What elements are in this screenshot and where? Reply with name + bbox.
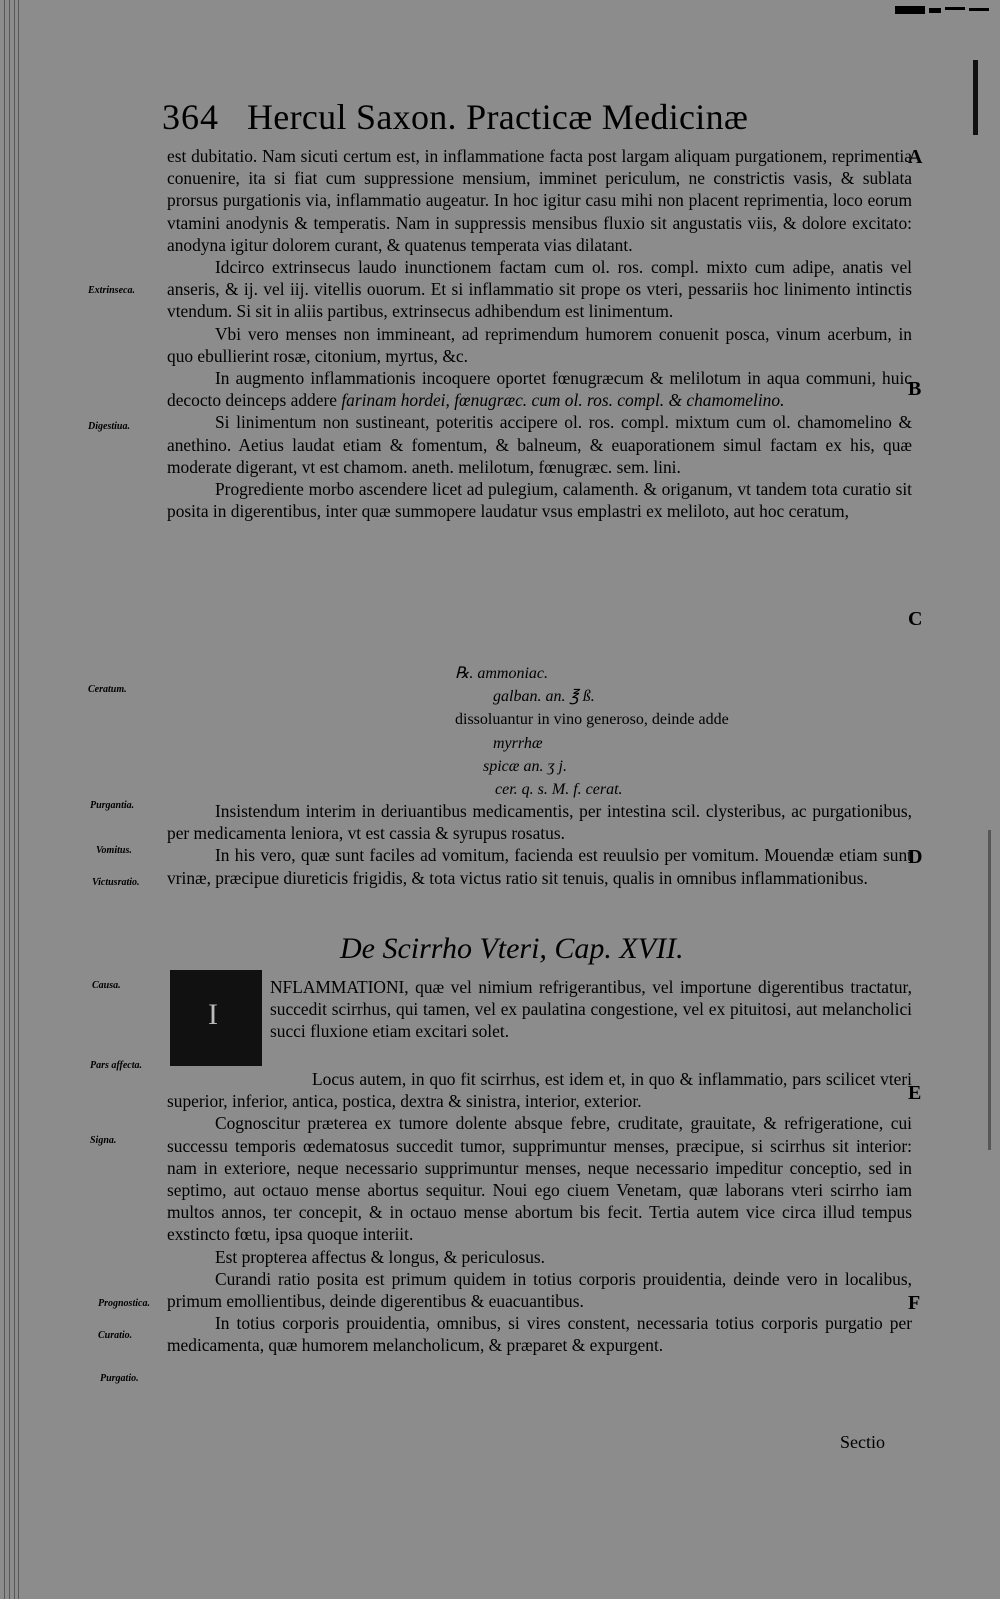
section-letter: C <box>908 608 923 630</box>
margin-note: Prognostica. <box>98 1298 150 1309</box>
paragraph: Idcirco extrinsecus laudo inunctionem factam cum ol. ros. compl. mixto cum adipe, anatis vel anseris, & ij. vel iij. vitellis ouorum. Et si inflammatio sit prope os vteri, pessariis hoc linimento intinctis vtendum. Si sit in aliis partibus, extrinsecus adhibendum est linimentum. <box>167 257 912 322</box>
paragraph: Curandi ratio posita est primum quidem in totius corporis prouidentia, deinde vero in localibus, primum emollientibus, deinde digerentibus & euacuantibus. <box>167 1268 912 1312</box>
section-letter: F <box>908 1292 921 1314</box>
text-block <box>167 800 912 889</box>
margin-note: Signa. <box>90 1135 117 1146</box>
paragraph: Locus autem, in quo fit scirrhus, est idem et, in quo & inflammatio, pars scilicet vteri superior, inferior, antica, postica, dextra & sinistra, interior, exterior. <box>167 1069 912 1112</box>
margin-note: Digestiua. <box>88 421 130 432</box>
paragraph: est dubitatio. Nam sicuti certum est, in inflammatione facta post largam aliquam purgationem, reprimentia conuenire, ita si fiat cum suppressione mensium, imminet periculum, ne constrictis vasis, & sublata prorsus purgationis via, inflammatio augeatur. In hoc igitur casu mihi non placent reprimentia, loco eorum vtamini anodynis & temperatis. Nam in suppressis mensibus fluxio sit angustatis viis, & dolore excitato: anodyna igitur dolorem curant, & quatenus temperata vias dilatant. <box>167 146 912 255</box>
paragraph: Vbi vero menses non immineant, ad reprimendum humorem conuenit posca, vinum acerbum, in quo ebullierint rosæ, citonium, myrtus, &c. <box>167 323 912 366</box>
paragraph: NFLAMMATIONI, quæ vel nimium refrigerantibus, vel importune digerentibus tractatur, succedit scirrhus, qui tamen, vel ex paulatina congestione, vel ex pituitosi, aut melancholici succi fluxione etiam excitari solet. <box>270 977 912 1042</box>
running-header <box>162 96 802 136</box>
section-letter: A <box>908 146 923 168</box>
paragraph: Si linimentum non sustineant, poteritis accipere ol. ros. compl. mixtum cum ol. chamomelino & anethino. Aetius laudat etiam & fomentum, & balneum, & euaporationem simul factam ex his, quæ moderate digerant, vt est chamom. aneth. melilotum, fœnugræc. sem. lini. <box>167 412 912 477</box>
chapter-title: De Scirrho Vteri, Cap. XVII. <box>340 932 684 965</box>
edge-shadow <box>988 830 991 1150</box>
margin-note: Purgantia. <box>90 800 135 811</box>
recipe-line: spicæ an. ʒ j. <box>483 757 567 775</box>
text-block <box>167 145 912 522</box>
margin-note: Purgatio. <box>100 1373 139 1384</box>
corner-ink-mark <box>895 2 990 16</box>
paragraph: Progrediente morbo ascendere licet ad pulegium, calamenth. & origanum, vt tandem tota curatio sit posita in digerentibus, inter quæ summopere laudatur vsus emplastri ex meliloto, aut hoc ceratum, <box>167 479 912 522</box>
text-block <box>270 976 912 1043</box>
page-number: 364 <box>162 97 219 137</box>
paragraph: Insistendum interim in deriuantibus medicamentis, per intestina scil. clysteribus, ac purgationibus, per medicamenta leniora, vt est cassia & syrupus rosatus. <box>167 801 912 844</box>
margin-note: Causa. <box>92 980 121 991</box>
recipe-line: dissoluantur in vino generoso, deinde adde <box>455 711 729 729</box>
margin-note: Curatio. <box>98 1330 133 1341</box>
recipe-line: cer. q. s. M. f. cerat. <box>495 781 623 799</box>
catchword: Sectio <box>840 1432 885 1452</box>
edge-shadow <box>973 60 978 135</box>
paragraph: Cognoscitur præterea ex tumore dolente absque febre, cruditate, grauitate, & refrigeratione, cui successu temporis œdematosus succedit tumor, supprimuntur menses, præcipue, si scirrhus sit interior: nam in exteriore, neque necessario supprimuntur menses, neque necessario impeditur conceptio, sed in septimo, aut octauo mense abortus sequitur. Noui ego ciuem Venetam, quæ laborans vteri scirrho iam multos annos, ter concepit, & in octauo mense abortum bis fecit. Tertia autem vice circa illud tempus exstincto fœtu, ipsa quoque interiit. <box>167 1113 912 1245</box>
paragraph: In his vero, quæ sunt faciles ad vomitum, facienda est reuulsio per vomitum. Mouendæ etiam sunt vrinæ, præcipue diureticis frigidis, & tota victus ratio sit tenuis, qualis in omnibus inflammationibus. <box>167 845 912 888</box>
recipe <box>455 662 835 801</box>
paragraph: Est propterea affectus & longus, & periculosus. <box>215 1246 546 1267</box>
text-block <box>167 1068 912 1357</box>
section-letter: E <box>908 1082 922 1104</box>
initial-letter: I <box>208 998 218 1031</box>
recipe-line: galban. an. ℥ ß. <box>493 688 595 706</box>
margin-note: Ceratum. <box>88 684 127 695</box>
margin-note: Victusratio. <box>92 877 140 888</box>
margin-note: Extrinseca. <box>88 285 135 296</box>
paragraph-text: In augmento inflammationis incoquere oportet fœnugræcum & melilotum in aqua communi, huic decocto deinceps addere <box>167 368 912 411</box>
section-letter: D <box>908 846 923 868</box>
margin-note: Vomitus. <box>96 845 132 856</box>
paragraph <box>167 367 912 411</box>
recipe-line: ℞. ammoniac. <box>455 665 548 682</box>
paragraph: In totius corporis prouidentia, omnibus, si vires constent, necessaria totius corporis purgatio per medicamenta, quæ humorem melancholicum, & præparet & expurgent. <box>167 1313 912 1356</box>
decorated-initial <box>170 970 262 1066</box>
margin-note: Pars affecta. <box>90 1060 143 1071</box>
recipe-line: myrrhæ <box>493 734 543 752</box>
page-edge-lines <box>0 0 22 1599</box>
italic-text: farinam hordei, fœnugræc. cum ol. ros. compl. & chamomelino. <box>341 390 785 411</box>
section-letter: B <box>908 378 922 400</box>
running-title: Hercul Saxon. Practicæ Medicinæ <box>247 97 749 137</box>
